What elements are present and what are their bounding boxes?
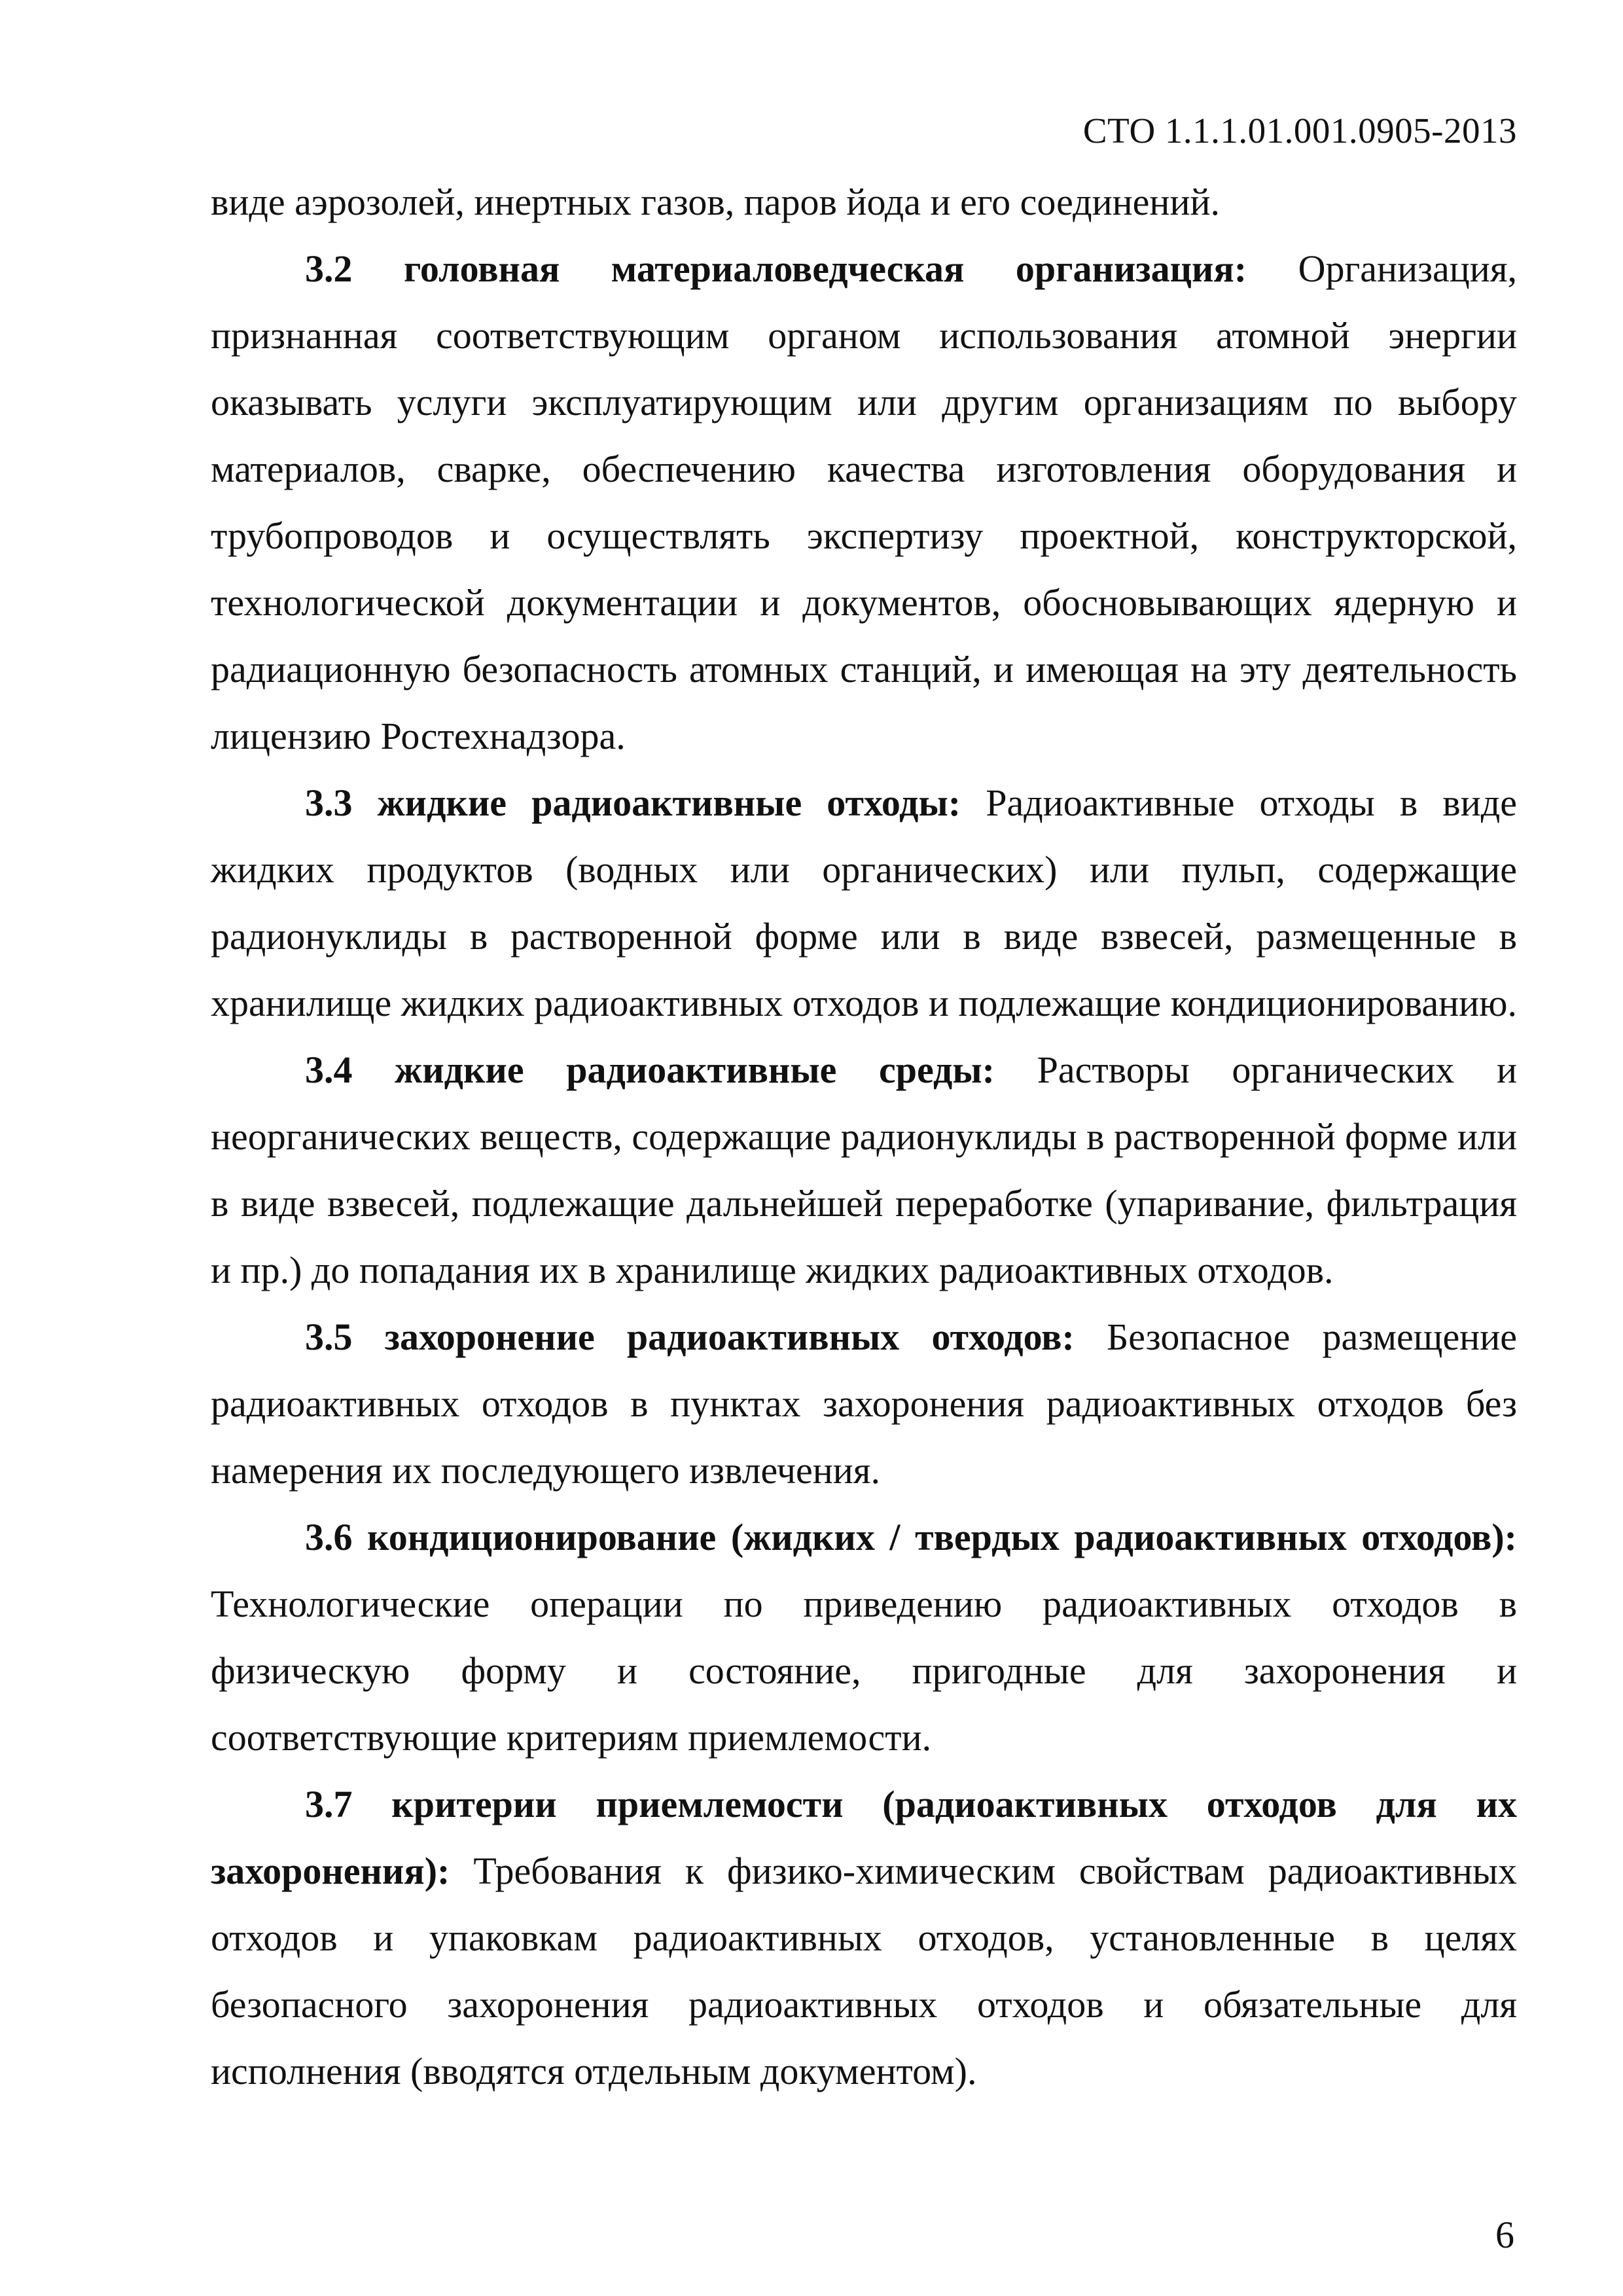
term-3-3-heading: 3.3 жидкие радиоактивные отходы:	[305, 781, 961, 824]
term-3-5-definition: Безопасное размещение радиоактивных отходов в пунктах захоронения радиоактивных отходов без намерения их последующего извлечения.	[211, 1316, 1518, 1492]
intro-continuation-paragraph: виде аэрозолей, инертных газов, паров йода и его соединений.	[211, 181, 1221, 223]
term-3-7-heading: 3.7 критерии приемлемости (радиоактивных отходов для их захоронения):	[211, 1783, 1517, 1892]
document-code-header: СТО 1.1.1.01.001.0905-2013	[1082, 111, 1517, 151]
term-3-4-paragraph	[211, 1037, 1517, 1304]
term-3-7-definition: Требования к физико-химическим свойствам радиоактивных отходов и упаковкам радиоактивных отходов, установленные в целях безопасного захоронения радиоактивных отходов и обязательные для исполнения (вводятся отдельным документом).	[211, 1850, 1517, 2092]
term-3-2-paragraph	[211, 236, 1517, 770]
term-3-6-paragraph	[211, 1504, 1517, 1771]
term-3-4-heading: 3.4 жидкие радиоактивные среды:	[305, 1049, 995, 1091]
term-3-3-definition: Радиоактивные отходы в виде жидких продуктов (водных или органических) или пульп, содержащие радионуклиды в растворенной форме или в виде взвесей, размещенные в хранилище жидких радиоактивных отходов и подлежащие кондиционированию.	[211, 781, 1517, 1024]
term-3-2-definition: Организация, признанная соответствующим органом использования атомной энергии оказывать услуги эксплуатирующим или другим организациям по выбору материалов, сварке, обеспечению качества изготовления оборудования и трубопроводов и осуществлять экспертизу проектной, конструкторской, технологической документации и документов, обосновывающих ядерную и радиационную безопасность атомных станций, и имеющая на эту деятельность лицензию Ростехнадзора.	[211, 247, 1518, 757]
document-body	[211, 169, 1517, 2105]
term-3-3-paragraph	[211, 770, 1517, 1037]
term-3-6-heading: 3.6 кондиционирование (жидких / твердых радиоактивных отходов):	[305, 1516, 1517, 1558]
term-3-5-paragraph	[211, 1304, 1517, 1504]
page-number: 6	[1495, 2214, 1514, 2256]
term-3-6-definition: Технологические операции по приведению радиоактивных отходов в физическую форму и состояние, пригодные для захоронения и соответствующие критериям приемлемости.	[211, 1583, 1517, 1759]
term-3-7-paragraph	[211, 1771, 1517, 2105]
term-3-5-heading: 3.5 захоронение радиоактивных отходов:	[305, 1316, 1075, 1358]
term-3-2-heading: 3.2 головная материаловедческая организация:	[305, 247, 1247, 290]
term-3-4-definition: Растворы органических и неорганических веществ, содержащие радионуклиды в растворенной форме или в виде взвесей, подлежащие дальнейшей переработке (упаривание, фильтрация и пр.) до попадания их в хранилище жидких радиоактивных отходов.	[211, 1049, 1518, 1291]
